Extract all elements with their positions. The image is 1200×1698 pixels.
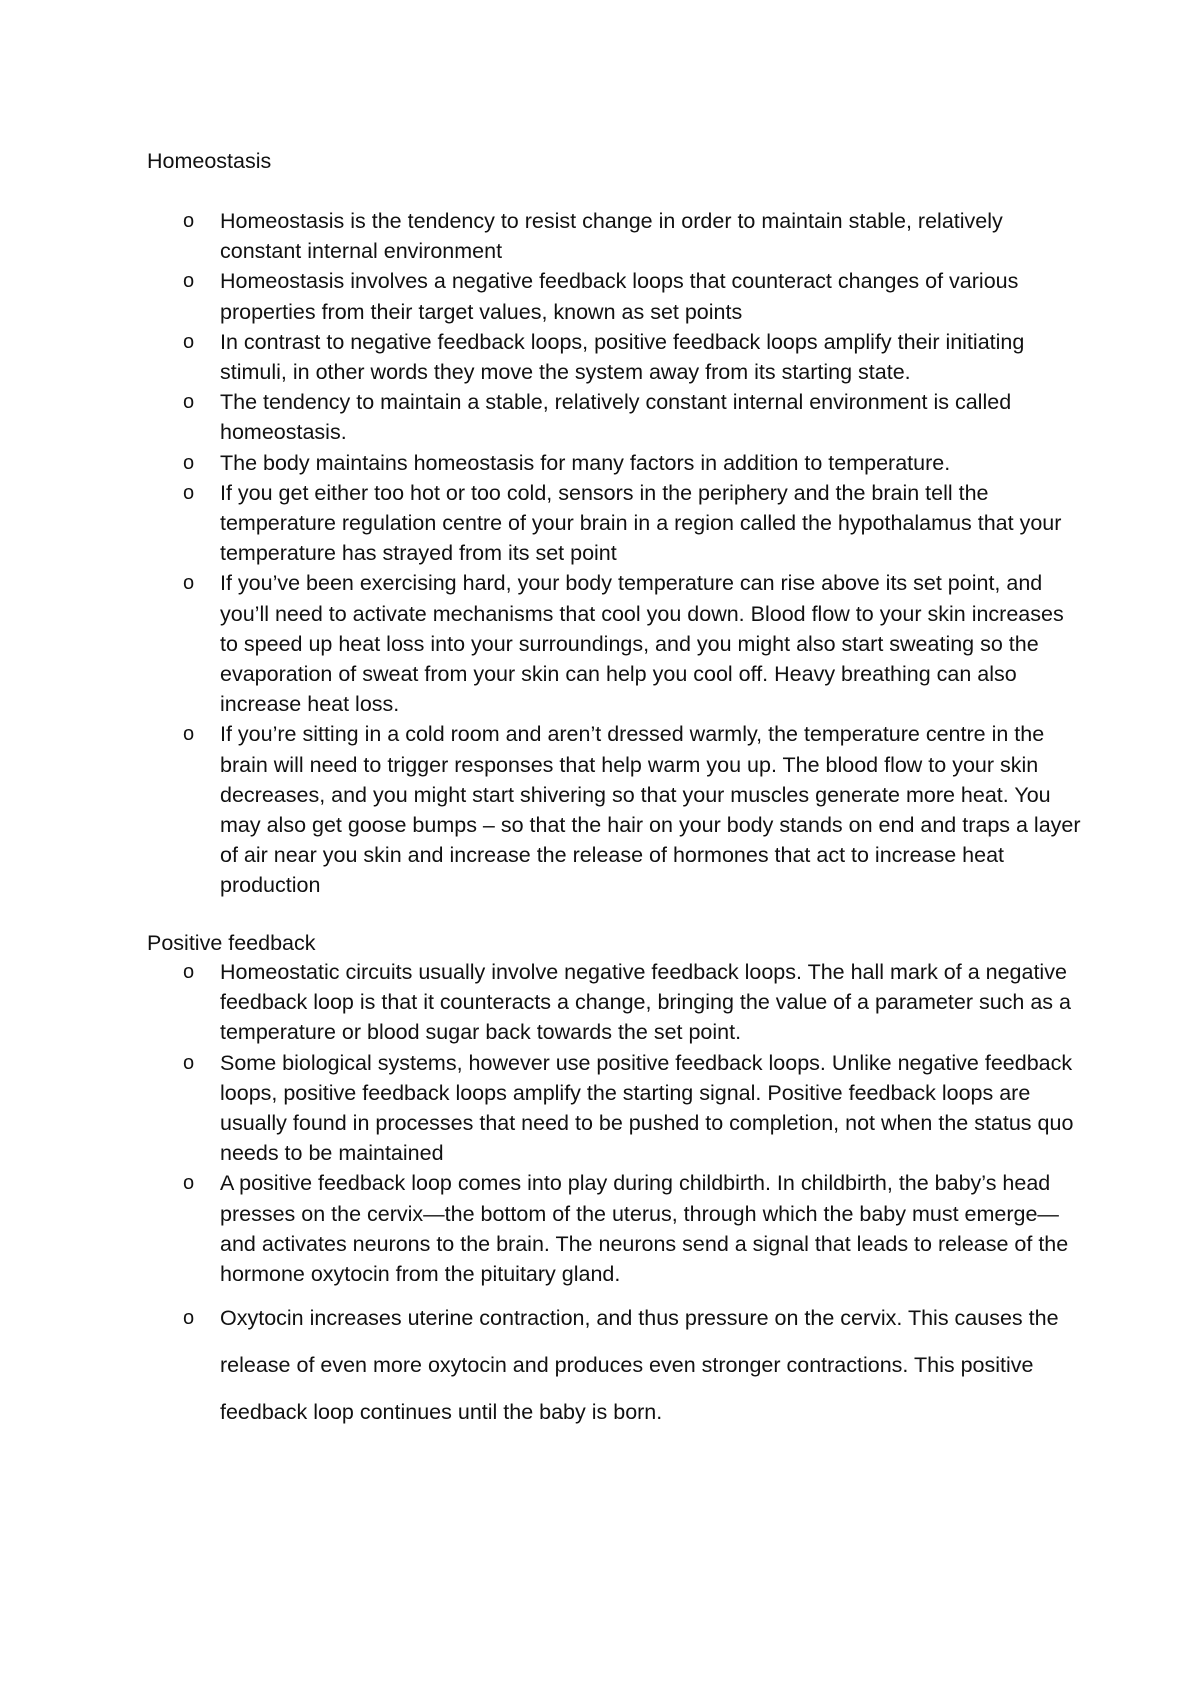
- list-item: [147, 206, 1087, 266]
- bullet-marker: o: [183, 451, 195, 474]
- list-item-text: Homeostasis is the tendency to resist change in order to maintain stable, relatively constant internal environment: [220, 209, 1003, 264]
- list-item: [147, 568, 1087, 719]
- list-item: [147, 266, 1087, 326]
- list-item-text: If you get either too hot or too cold, sensors in the periphery and the brain tell the temperature regulation centre of your brain in a region called the hypothalamus that your temperature has strayed from its set point: [220, 480, 1062, 566]
- list-item: [147, 1048, 1087, 1169]
- list-item-text: Some biological systems, however use positive feedback loops. Unlike negative feedback loops, positive feedback loops amplify the starting signal. Positive feedback loops are usually found in processes that need to be pushed to completion, not when the status quo needs to be maintained: [220, 1050, 1074, 1166]
- bullet-marker: o: [183, 270, 195, 293]
- bullet-marker: o: [183, 1051, 195, 1074]
- list-item: [147, 1295, 1087, 1436]
- bullet-marker: o: [183, 330, 195, 353]
- bullet-marker: o: [183, 723, 195, 746]
- list-item-text: The tendency to maintain a stable, relatively constant internal environment is called homeostasis.: [220, 390, 1012, 445]
- bullet-marker: o: [183, 391, 195, 414]
- list-item: [147, 1168, 1087, 1289]
- homeostasis-bullet-list: [147, 206, 1087, 901]
- list-item-text: If you’re sitting in a cold room and aren’t dressed warmly, the temperature centre in the brain will need to trigger responses that help warm you up. The blood flow to your skin decreases, and you might start shivering so that your muscles generate more heat. You may also get goose bumps – so that the hair on your body stands on end and traps a layer of air near you skin and increase the release of hormones that act to increase heat production: [220, 722, 1081, 898]
- bullet-marker: o: [183, 572, 195, 595]
- list-item-text: A positive feedback loop comes into play during childbirth. In childbirth, the baby’s head presses on the cervix—the bottom of the uterus, through which the baby must emerge—and activates neurons to the brain. The neurons send a signal that leads to release of the hormone oxytocin from the pituitary gland.: [220, 1171, 1069, 1287]
- list-item-text: In contrast to negative feedback loops, positive feedback loops amplify their initiating stimuli, in other words they move the system away from its starting state.: [220, 329, 1025, 385]
- list-item: [147, 719, 1087, 900]
- bullet-marker: o: [183, 961, 195, 983]
- list-item-text: If you’ve been exercising hard, your body temperature can rise above its set point, and you’ll need to activate mechanisms that cool you down. Blood flow to your skin increases to speed up heat loss into your surroundings, and you might also start sweating so the evaporation of sweat from your skin can help you cool off. Heavy breathing can also increase heat loss.: [220, 571, 1064, 717]
- list-item: [147, 387, 1087, 447]
- list-item: [147, 957, 1087, 1048]
- positive-feedback-bullet-list: [147, 957, 1087, 1436]
- bullet-marker: o: [183, 481, 195, 504]
- list-item-text: Oxytocin increases uterine contraction, and thus pressure on the cervix. This causes the release of even more oxytocin and produces even stronger contractions. This positive feedback loop continues until the baby is born.: [220, 1306, 1059, 1425]
- list-item: [147, 478, 1087, 569]
- bullet-marker: o: [183, 1307, 195, 1330]
- list-item: [147, 327, 1087, 387]
- bullet-marker: o: [183, 1172, 195, 1195]
- list-item-text: Homeostatic circuits usually involve negative feedback loops. The hall mark of a negative feedback loop is that it counteracts a change, bringing the value of a parameter such as a temperature or blood sugar back towards the set point.: [220, 960, 1071, 1045]
- bullet-marker: o: [183, 210, 195, 232]
- section-heading-positive-feedback: Positive feedback: [147, 931, 316, 955]
- list-item: [147, 448, 1087, 478]
- list-item-text: Homeostasis involves a negative feedback loops that counteract changes of various properties from their target values, known as set points: [220, 269, 1019, 324]
- list-item-text: The body maintains homeostasis for many factors in addition to temperature.: [220, 450, 951, 475]
- section-heading-homeostasis: Homeostasis: [147, 149, 272, 173]
